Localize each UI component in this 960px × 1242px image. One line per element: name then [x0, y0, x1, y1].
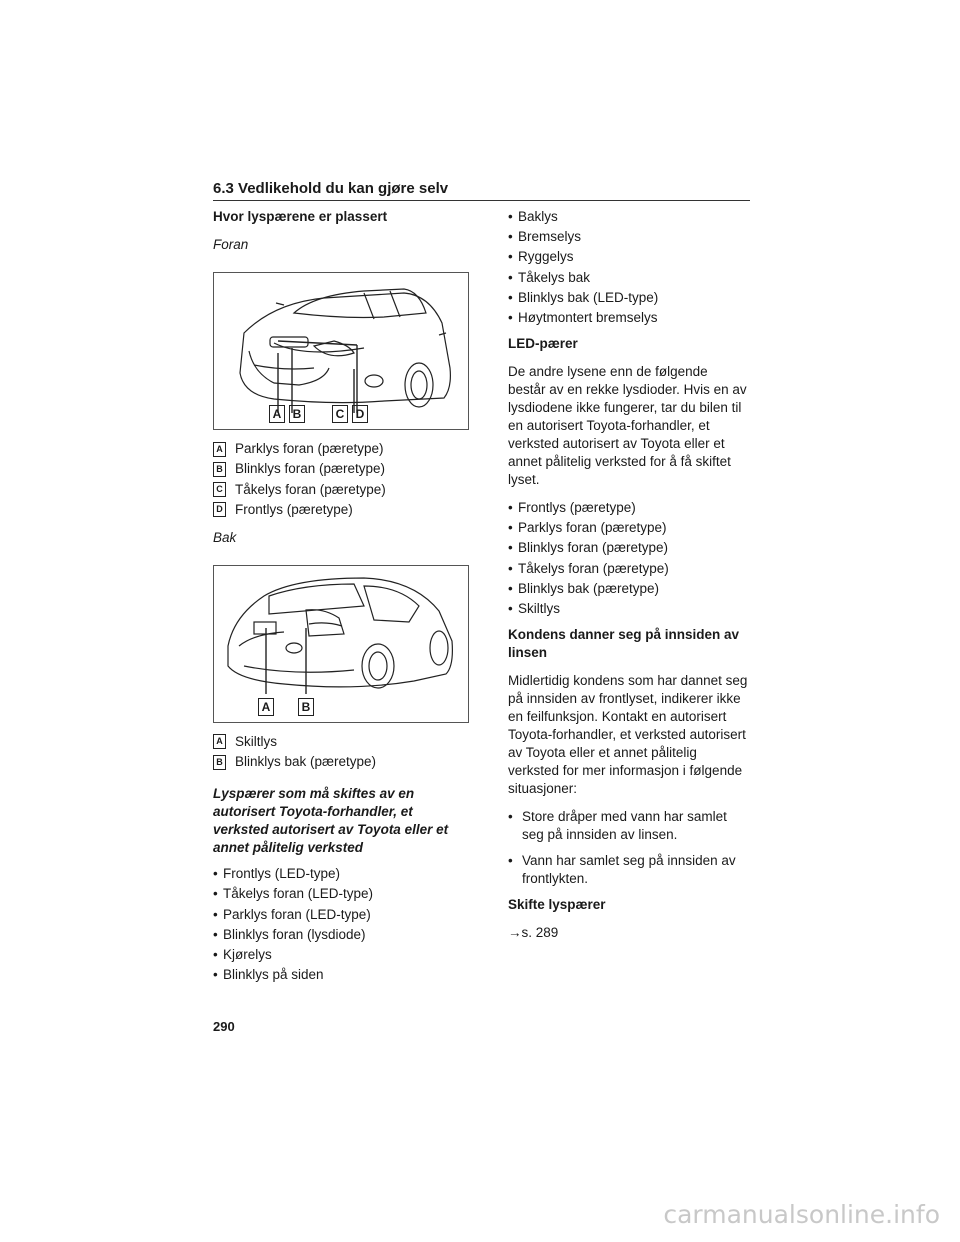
rear-legend — [213, 733, 469, 771]
rear-label: Bak — [213, 529, 237, 545]
right-column — [508, 208, 748, 952]
list-item: • Skiltlys — [508, 600, 748, 618]
rear-legend-item — [213, 733, 469, 751]
front-figure-labels — [269, 405, 305, 423]
list-item: • Blinklys foran (pæretype) — [508, 539, 748, 557]
list-item: • Baklys — [508, 208, 748, 226]
left-column — [213, 208, 469, 990]
rear-car-illustration — [214, 566, 468, 722]
dealer-list-continued — [508, 208, 748, 327]
front-figure-label-d: D — [352, 405, 368, 423]
list-item: • Blinklys på siden — [213, 966, 469, 984]
legend-key: B — [213, 462, 226, 477]
list-item: • Store dråper med vann har samlet seg på innsiden av linsen. — [508, 808, 748, 844]
list-item: • Frontlys (pæretype) — [508, 499, 748, 517]
list-item: • Vann har samlet seg på innsiden av frontlykten. — [508, 852, 748, 888]
list-item: • Blinklys bak (LED-type) — [508, 289, 748, 307]
list-item: • Tåkelys foran (LED-type) — [213, 885, 469, 903]
replace-heading: Skifte lyspærer — [508, 896, 606, 912]
list-item: • Parklys foran (pæretype) — [508, 519, 748, 537]
front-legend — [213, 440, 469, 519]
list-item: • Høytmontert bremselys — [508, 309, 748, 327]
front-legend-item — [213, 440, 469, 458]
legend-key: A — [213, 442, 226, 457]
led-list — [508, 499, 748, 618]
dealer-list — [213, 865, 469, 984]
rear-figure-label-a-wrap — [258, 698, 274, 716]
front-figure-label-a: A — [269, 405, 285, 423]
condensation-list — [508, 808, 748, 888]
legend-key: A — [213, 734, 226, 749]
list-item: • Blinklys bak (pæretype) — [508, 580, 748, 598]
led-paragraph: De andre lysene enn de følgende består av en rekke lysdioder. Hvis en av lysdiodene ikke fungerer, tar du bilen til en autorisert Toyota-forhandler, et verksted autorisert av Toyota eller et annet pålitelig verksted for å få skiftet lyset. — [508, 363, 747, 487]
front-legend-item — [213, 481, 469, 499]
replace-page-reference[interactable]: →s. 289 — [508, 924, 559, 940]
list-item: • Blinklys foran (lysdiode) — [213, 926, 469, 944]
list-item: • Ryggelys — [508, 248, 748, 266]
front-legend-item — [213, 501, 469, 519]
list-item: • Bremselys — [508, 228, 748, 246]
list-item: • Frontlys (LED-type) — [213, 865, 469, 883]
list-item: • Kjørelys — [213, 946, 469, 964]
page-number: 290 — [213, 1019, 235, 1034]
rear-figure-label-b-wrap — [298, 698, 314, 716]
legend-text: Skiltlys — [235, 733, 278, 749]
legend-key: B — [213, 755, 226, 770]
front-figure-label-c: C — [332, 405, 348, 423]
legend-text: Frontlys (pæretype) — [235, 501, 353, 517]
watermark: carmanualsonline.info — [663, 1200, 940, 1229]
rear-figure-label-a: A — [258, 698, 274, 716]
legend-text: Tåkelys foran (pæretype) — [235, 481, 386, 497]
led-heading: LED-pærer — [508, 335, 578, 351]
front-figure-labels-right — [332, 405, 368, 423]
front-figure-label-b: B — [289, 405, 305, 423]
front-legend-item — [213, 460, 469, 478]
front-label: Foran — [213, 237, 249, 252]
rear-legend-item — [213, 753, 469, 771]
list-item: • Tåkelys foran (pæretype) — [508, 560, 748, 578]
front-car-figure — [213, 272, 469, 430]
rear-figure-label-b: B — [298, 698, 314, 716]
rear-car-figure — [213, 565, 469, 723]
legend-text: Parklys foran (pæretype) — [235, 441, 384, 456]
condensation-heading: Kondens danner seg på innsiden av linsen — [508, 626, 740, 660]
dealer-heading: Lyspærer som må skiftes av en autorisert Toyota-forhandler, et verksted autorisert av Toyota eller et annet pålitelig verksted — [213, 786, 449, 856]
condensation-paragraph: Midlertidig kondens som har dannet seg på innsiden av frontlyset, indikerer ikke en feilfunksjon. Kontakt en autorisert Toyota-forhandler, et verksted autorisert av Toyota eller et annet pålitelig verksted for mer informasjon i følgende situasjoner: — [508, 672, 748, 796]
legend-text: Blinklys foran (pæretype) — [235, 461, 386, 477]
list-item: • Parklys foran (LED-type) — [213, 906, 469, 924]
legend-key: C — [213, 482, 226, 497]
legend-key: D — [213, 502, 226, 517]
legend-text: Blinklys bak (pæretype) — [235, 754, 377, 770]
section-title: 6.3 Vedlikehold du kan gjøre selv — [213, 180, 750, 201]
bulb-location-heading: Hvor lyspærene er plassert — [213, 209, 388, 224]
list-item: • Tåkelys bak — [508, 269, 748, 287]
